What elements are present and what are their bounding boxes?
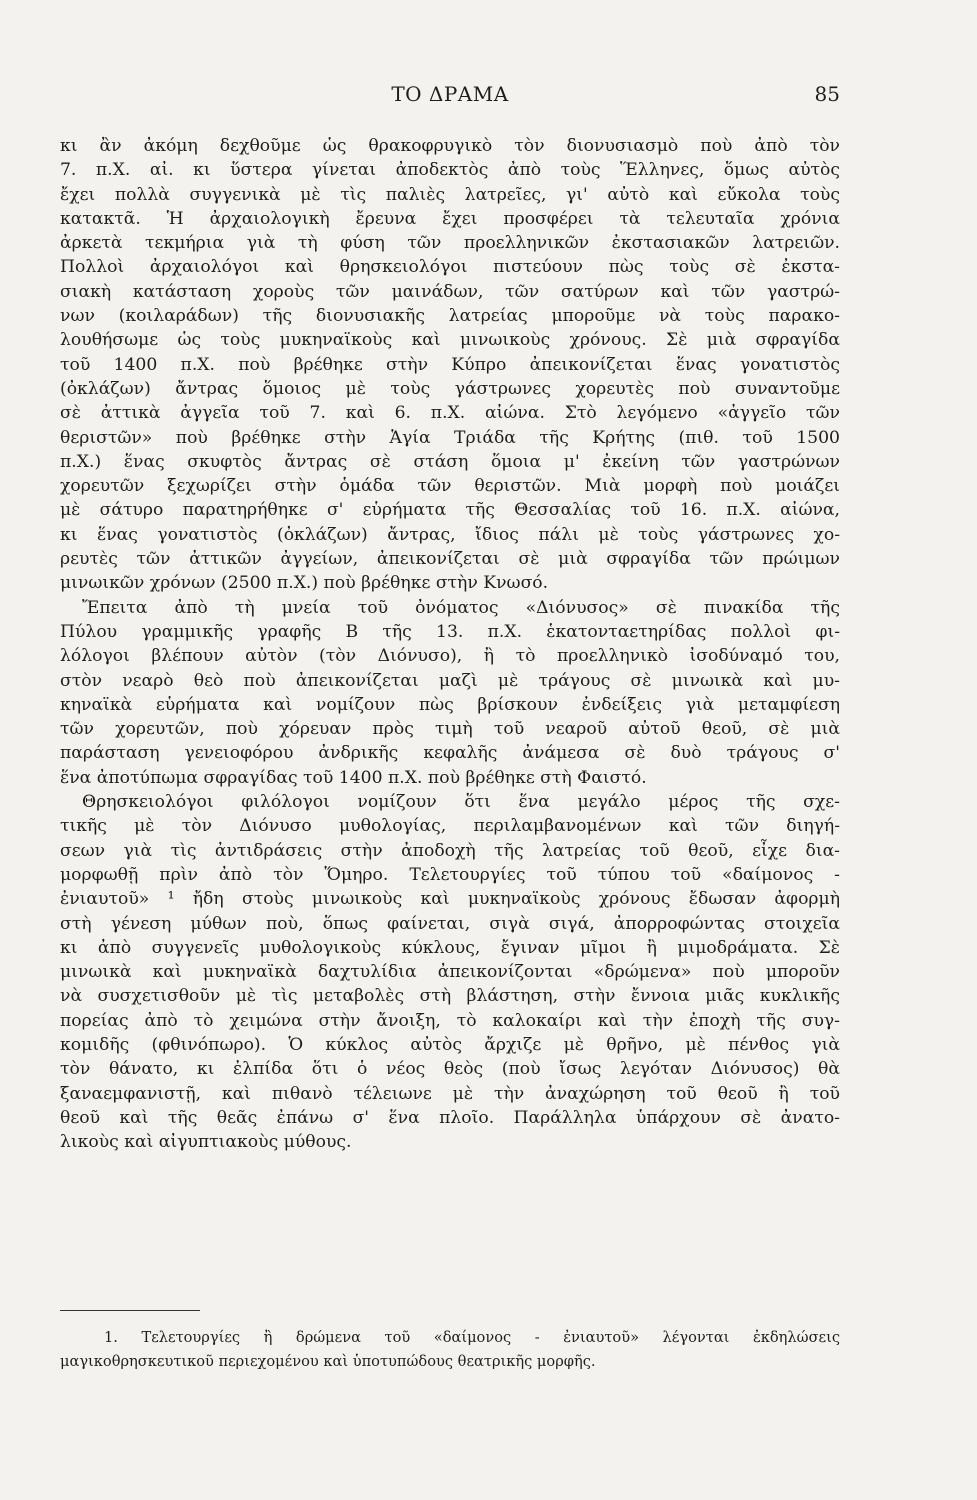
text-line: Πολλοὶ ἀρχαιολόγοι καὶ θρησκειολόγοι πιστεύουν πὼς τοὺς σὲ ἐκστα- (60, 257, 840, 278)
body-text (60, 134, 840, 1154)
footnote-line: 1. Τελετουργίες ἢ δρώμενα τοῦ «δαίμονος - ἐνιαυτοῦ» λέγονται ἐκδηλώσεις (104, 1329, 840, 1346)
text-line: νὰ συσχετισθοῦν μὲ τὶς μεταβολὲς στὴ βλάστηση, στὴν ἔννοια μιᾶς κυκλικῆς (60, 986, 840, 1007)
text-line: σεων γιὰ τὶς ἀντιδράσεις στὴν ἀποδοχὴ τῆς λατρείας τοῦ θεοῦ, εἶχε δια- (60, 840, 840, 861)
text-line: (ὀκλάζων) ἄντρας ὅμοιος μὲ τοὺς γάστρωνες χορευτὲς ποὺ συναντοῦμε (60, 378, 840, 399)
text-line: νων (κοιλαράδων) τῆς διονυσιακῆς λατρείας μποροῦμε νὰ τοὺς παρακο- (60, 306, 840, 327)
page-header (60, 82, 840, 112)
text-line: παράσταση γενειοφόρου ἀνδρικῆς κεφαλῆς ἀνάμεσα σὲ δυὸ τράγους σ' (60, 743, 840, 764)
text-line: λικοὺς καὶ αἰγυπτιακοὺς μύθους. (60, 1132, 352, 1153)
text-line: Ἔπειτα ἀπὸ τὴ μνεία τοῦ ὀνόματος «Διόνυσος» σὲ πινακίδα τῆς (82, 597, 840, 618)
text-line: ἐνιαυτοῦ» ¹ ἤδη στοὺς μινωικοὺς καὶ μυκηναϊκοὺς χρόνους ἔδωσαν ἀφορμὴ (60, 889, 840, 910)
text-line: ἕνα ἀποτύπωμα σφραγίδας τοῦ 1400 π.Χ. ποὺ βρέθηκε στὴ Φαιστό. (60, 767, 647, 788)
text-line: ξαναεμφανιστῇ, καὶ πιθανὸ τέλειωνε μὲ τὴν ἀναχώρηση τοῦ θεοῦ ἢ τοῦ (60, 1083, 840, 1104)
text-line: σιακὴ κατάσταση χοροὺς τῶν μαινάδων, τῶν σατύρων καὶ τῶν γαστρώ- (60, 281, 840, 302)
text-line: Πύλου γραμμικῆς γραφῆς Β τῆς 13. π.Χ. ἑκατονταετηρίδας πολλοὶ φι- (60, 621, 840, 642)
text-line: σὲ ἀττικὰ ἀγγεῖα τοῦ 7. καὶ 6. π.Χ. αἰώνα. Στὸ λεγόμενο «ἀγγεῖο τῶν (60, 403, 840, 424)
text-line: μινωικῶν χρόνων (2500 π.Χ.) ποὺ βρέθηκε στὴν Κνωσό. (60, 573, 549, 594)
text-line: Θρησκειολόγοι φιλόλογοι νομίζουν ὅτι ἕνα μεγάλο μέρος τῆς σχε- (82, 792, 840, 813)
text-line: κι ἂν ἀκόμη δεχθοῦμε ὡς θρακοφρυγικὸ τὸν διονυσιασμὸ ποὺ ἀπὸ τὸν (60, 136, 840, 156)
running-title: ΤΟ ΔΡΑΜΑ (391, 82, 509, 106)
text-line: στὸν νεαρὸ θεὸ ποὺ ἀπεικονίζεται μαζὶ μὲ τράγους σὲ μινωικὰ καὶ μυ- (60, 670, 840, 691)
text-line: κι ἕνας γονατιστὸς (ὀκλάζων) ἄντρας, ἴδιος πάλι μὲ τοὺς γάστρωνες χο- (60, 524, 840, 545)
text-line: κι ἀπὸ συγγενεῖς μυθολογικοὺς κύκλους, ἔγιναν μῖμοι ἢ μιμοδράματα. Σὲ (60, 937, 840, 958)
footnote-line: μαγικοθρησκευτικοῦ περιεχομένου καὶ ὑποτυπώδους θεατρικῆς μορφῆς. (60, 1353, 596, 1370)
text-line: κομιδῆς (φθινόπωρο). Ὁ κύκλος αὐτὸς ἄρχιζε μὲ θρῆνο, μὲ πένθος γιὰ (60, 1034, 840, 1055)
footnote-divider (60, 1310, 200, 1311)
text-line: χορευτῶν ξεχωρίζει στὴν ὁμάδα τῶν θεριστῶν. Μιὰ μορφὴ ποὺ μοιάζει (60, 476, 840, 497)
text-line: κατακτᾶ. Ἡ ἀρχαιολογικὴ ἔρευνα ἔχει προσφέρει τὰ τελευταῖα χρόνια (60, 208, 840, 229)
text-line: λουθήσωμε ὡς τοὺς μυκηναϊκοὺς καὶ μινωικοὺς χρόνους. Σὲ μιὰ σφραγίδα (60, 330, 840, 351)
text-line: ἔχει πολλὰ συγγενικὰ μὲ τὶς παλιὲς λατρεῖες, γι' αὐτὸ καὶ εὔκολα τοὺς (60, 184, 840, 205)
text-line: μορφωθῇ πρὶν ἀπὸ τὸν Ὅμηρο. Τελετουργίες τοῦ τύπου τοῦ «δαίμονος - (60, 864, 840, 885)
text-line: θεριστῶν» ποὺ βρέθηκε στὴν Ἁγία Τριάδα τῆς Κρήτης (πιθ. τοῦ 1500 (60, 427, 840, 448)
footnote (60, 1326, 840, 1374)
text-line: τικῆς μὲ τὸν Διόνυσο μυθολογίας, περιλαμβανομένων καὶ τῶν διηγή- (60, 816, 840, 837)
text-line: λόλογοι βλέπουν αὐτὸν (τὸν Διόνυσο), ἢ τὸ προελληνικὸ ἰσοδύναμό του, (60, 646, 840, 667)
text-line: κηναϊκὰ εὑρήματα καὶ νομίζουν πὼς βρίσκουν ἐνδείξεις γιὰ μεταμφίεση (60, 694, 840, 715)
text-line: 7. π.Χ. αἰ. κι ὕστερα γίνεται ἀποδεκτὸς ἀπὸ τοὺς Ἕλληνες, ὅμως αὐτὸς (60, 160, 840, 181)
text-line: ἀρκετὰ τεκμήρια γιὰ τὴ φύση τῶν προελληνικῶν ἐκστασιακῶν λατρειῶν. (60, 233, 840, 254)
text-line: πορείας ἀπὸ τὸ χειμώνα στὴν ἄνοιξη, τὸ καλοκαίρι καὶ τὴν ἐποχὴ τῆς συγ- (60, 1010, 840, 1031)
text-line: θεοῦ καὶ τῆς θεᾶς ἐπάνω σ' ἕνα πλοῖο. Παράλληλα ὑπάρχουν σὲ ἀνατο- (60, 1107, 840, 1128)
text-line: τὸν θάνατο, κι ἐλπίδα ὅτι ὁ νέος θεὸς (ποὺ ἴσως λεγόταν Διόνυσος) θὰ (60, 1059, 840, 1080)
text-line: τῶν χορευτῶν, ποὺ χόρευαν πρὸς τιμὴ τοῦ νεαροῦ αὐτοῦ θεοῦ, σὲ μιὰ (60, 719, 840, 740)
text-line: στὴ γένεση μύθων ποὺ, ὅπως φαίνεται, σιγὰ σιγά, ἀπορροφώντας στοιχεῖα (60, 913, 840, 934)
page-number: 85 (814, 82, 840, 106)
text-line: μινωικὰ καὶ μυκηναϊκὰ δαχτυλίδια ἀπεικονίζονται «δρώμενα» ποὺ μποροῦν (60, 962, 840, 983)
text-line: μὲ σάτυρο παρατηρήθηκε σ' εὑρήματα τῆς Θεσσαλίας τοῦ 16. π.Χ. αἰώνα, (60, 500, 840, 521)
text-line: π.Χ.) ἕνας σκυφτὸς ἄντρας σὲ στάση ὅμοια μ' ἐκείνη τῶν γαστρώνων (60, 451, 840, 472)
text-line: ρευτὲς τῶν ἀττικῶν ἀγγείων, ἀπεικονίζεται σὲ μιὰ σφραγίδα τῶν πρώιμων (60, 549, 840, 570)
text-line: τοῦ 1400 π.Χ. ποὺ βρέθηκε στὴν Κύπρο ἀπεικονίζεται ἕνας γονατιστὸς (60, 354, 840, 375)
